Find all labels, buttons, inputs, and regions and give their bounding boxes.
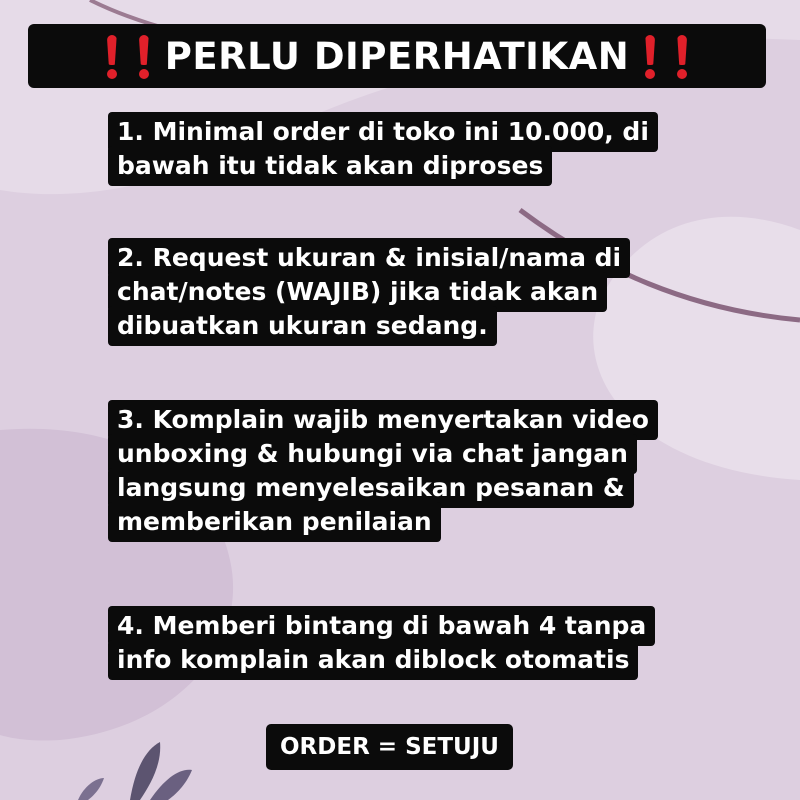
rule-3-line: memberikan penilaian	[108, 502, 441, 542]
page-title: PERLU DIPERHATIKAN	[164, 34, 630, 78]
red-exclamation-icon	[639, 33, 661, 79]
rule-1	[108, 112, 658, 186]
rule-1-line: bawah itu tidak akan diproses	[108, 146, 552, 186]
rule-2	[108, 238, 630, 346]
rule-3-line: langsung menyelesaikan pesanan &	[108, 468, 634, 508]
red-exclamation-icon	[133, 33, 155, 79]
rule-2-line: dibuatkan ukuran sedang.	[108, 306, 497, 346]
rule-3	[108, 400, 658, 542]
rule-4-line: 4. Memberi bintang di bawah 4 tanpa	[108, 606, 655, 646]
rule-3-line: unboxing & hubungi via chat jangan	[108, 434, 637, 474]
rule-4	[108, 606, 655, 680]
order-agreement-label: ORDER = SETUJU	[266, 724, 513, 770]
rule-2-line: 2. Request ukuran & inisial/nama di	[108, 238, 630, 278]
rule-3-line: 3. Komplain wajib menyertakan video	[108, 400, 658, 440]
rule-4-line: info komplain akan diblock otomatis	[108, 640, 638, 680]
red-exclamation-icon	[101, 33, 123, 79]
title-banner	[28, 24, 766, 88]
rule-2-line: chat/notes (WAJIB) jika tidak akan	[108, 272, 607, 312]
rule-1-line: 1. Minimal order di toko ini 10.000, di	[108, 112, 658, 152]
red-exclamation-icon	[671, 33, 693, 79]
